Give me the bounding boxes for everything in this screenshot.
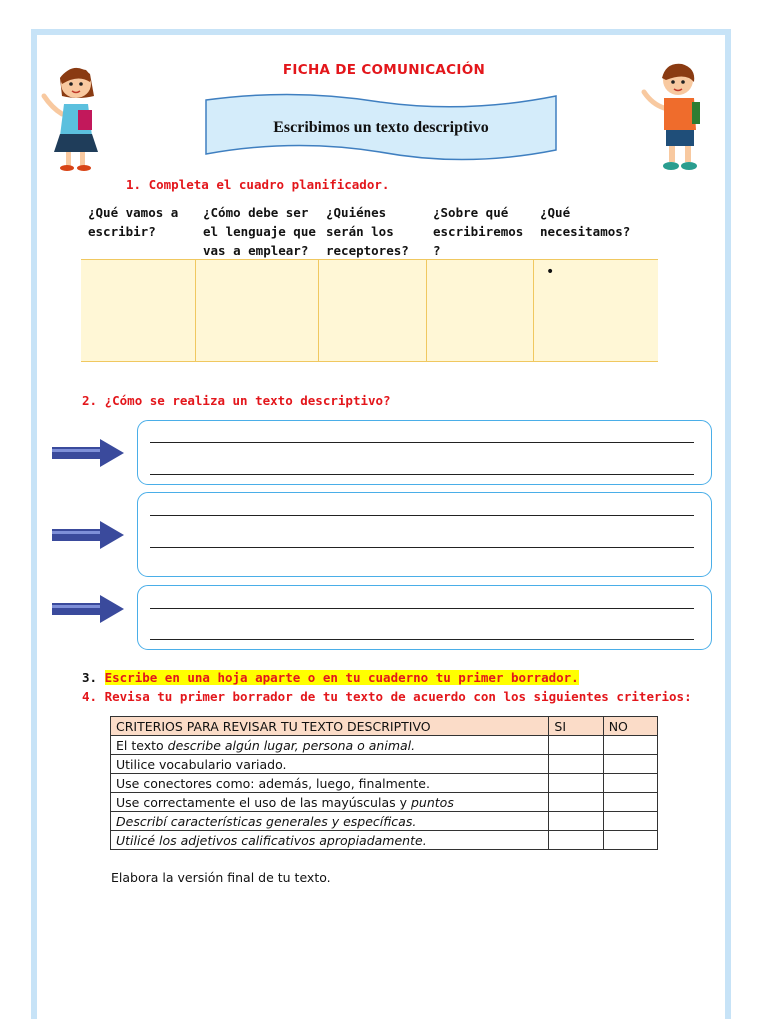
- criteria-si-cell[interactable]: [549, 774, 603, 793]
- criteria-no-cell[interactable]: [603, 812, 657, 831]
- criteria-si-cell[interactable]: [549, 755, 603, 774]
- criteria-text: Use correctamente el uso de las mayúsculas y puntos: [111, 793, 549, 812]
- question-3: [82, 670, 579, 685]
- plan-divider: [426, 260, 427, 361]
- plan-divider: [533, 260, 534, 361]
- question-2-text: ¿Cómo se realiza un texto descriptivo?: [104, 393, 391, 408]
- criteria-header-row: [111, 717, 658, 736]
- plan-header-1: ¿Qué vamos a escribir?: [88, 205, 179, 239]
- question-1-number: 1.: [126, 177, 142, 192]
- question-2-number: 2.: [82, 393, 98, 408]
- table-row: [111, 755, 658, 774]
- question-3-text: Escribe en una hoja aparte o en tu cuaderno tu primer borrador.: [104, 670, 579, 685]
- criteria-si-cell[interactable]: [549, 812, 603, 831]
- criteria-header-no: NO: [603, 717, 657, 736]
- question-3-number: 3.: [82, 670, 98, 685]
- question-4-number: 4.: [82, 689, 98, 704]
- table-row: [111, 831, 658, 850]
- answer-box-3[interactable]: [137, 585, 712, 650]
- table-row: [111, 736, 658, 755]
- table-row: [111, 812, 658, 831]
- table-row: [111, 793, 658, 812]
- criteria-header: CRITERIOS PARA REVISAR TU TEXTO DESCRIPTIVO: [111, 717, 549, 736]
- criteria-no-cell[interactable]: [603, 755, 657, 774]
- criteria-si-cell[interactable]: [549, 736, 603, 755]
- criteria-si-cell[interactable]: [549, 793, 603, 812]
- answer-box-2[interactable]: [137, 492, 712, 577]
- final-instruction: Elabora la versión final de tu texto.: [111, 870, 331, 885]
- criteria-text: Utilice vocabulario variado.: [111, 755, 549, 774]
- criteria-si-cell[interactable]: [549, 831, 603, 850]
- criteria-no-cell[interactable]: [603, 736, 657, 755]
- arrow-right-icon: [52, 520, 124, 550]
- criteria-text: Utilicé los adjetivos calificativos apropiadamente.: [111, 831, 549, 850]
- plan-header-3: ¿Quiénes serán los receptores?: [326, 205, 409, 258]
- criteria-table: [110, 716, 658, 850]
- plan-header-4: ¿Sobre qué escribiremos ?: [433, 205, 524, 258]
- criteria-text: Use conectores como: además, luego, finalmente.: [111, 774, 549, 793]
- question-1-text: Completa el cuadro planificador.: [148, 177, 390, 192]
- question-1: [126, 177, 389, 192]
- criteria-header-si: SI: [549, 717, 603, 736]
- criteria-no-cell[interactable]: [603, 774, 657, 793]
- criteria-text: El texto describe algún lugar, persona o animal.: [111, 736, 549, 755]
- arrow-right-icon: [52, 438, 124, 468]
- question-4: [82, 689, 692, 704]
- question-4-text: Revisa tu primer borrador de tu texto de acuerdo con los siguientes criterios:: [104, 689, 692, 704]
- answer-box-1[interactable]: [137, 420, 712, 485]
- criteria-no-cell[interactable]: [603, 831, 657, 850]
- banner-title: Escribimos un texto descriptivo: [273, 119, 489, 136]
- criteria-no-cell[interactable]: [603, 793, 657, 812]
- plan-bullet: •: [546, 264, 555, 280]
- plan-answer-row[interactable]: [81, 259, 658, 362]
- plan-divider: [318, 260, 319, 361]
- plan-header-5: ¿Qué necesitamos?: [540, 205, 631, 239]
- criteria-text: Describí características generales y específicas.: [111, 812, 549, 831]
- plan-header-2: ¿Cómo debe ser el lenguaje que vas a emplear?: [203, 205, 316, 258]
- arrow-right-icon: [52, 594, 124, 624]
- plan-divider: [195, 260, 196, 361]
- page-title: FICHA DE COMUNICACIÓN: [282, 62, 486, 78]
- table-row: [111, 774, 658, 793]
- question-2: [82, 393, 391, 408]
